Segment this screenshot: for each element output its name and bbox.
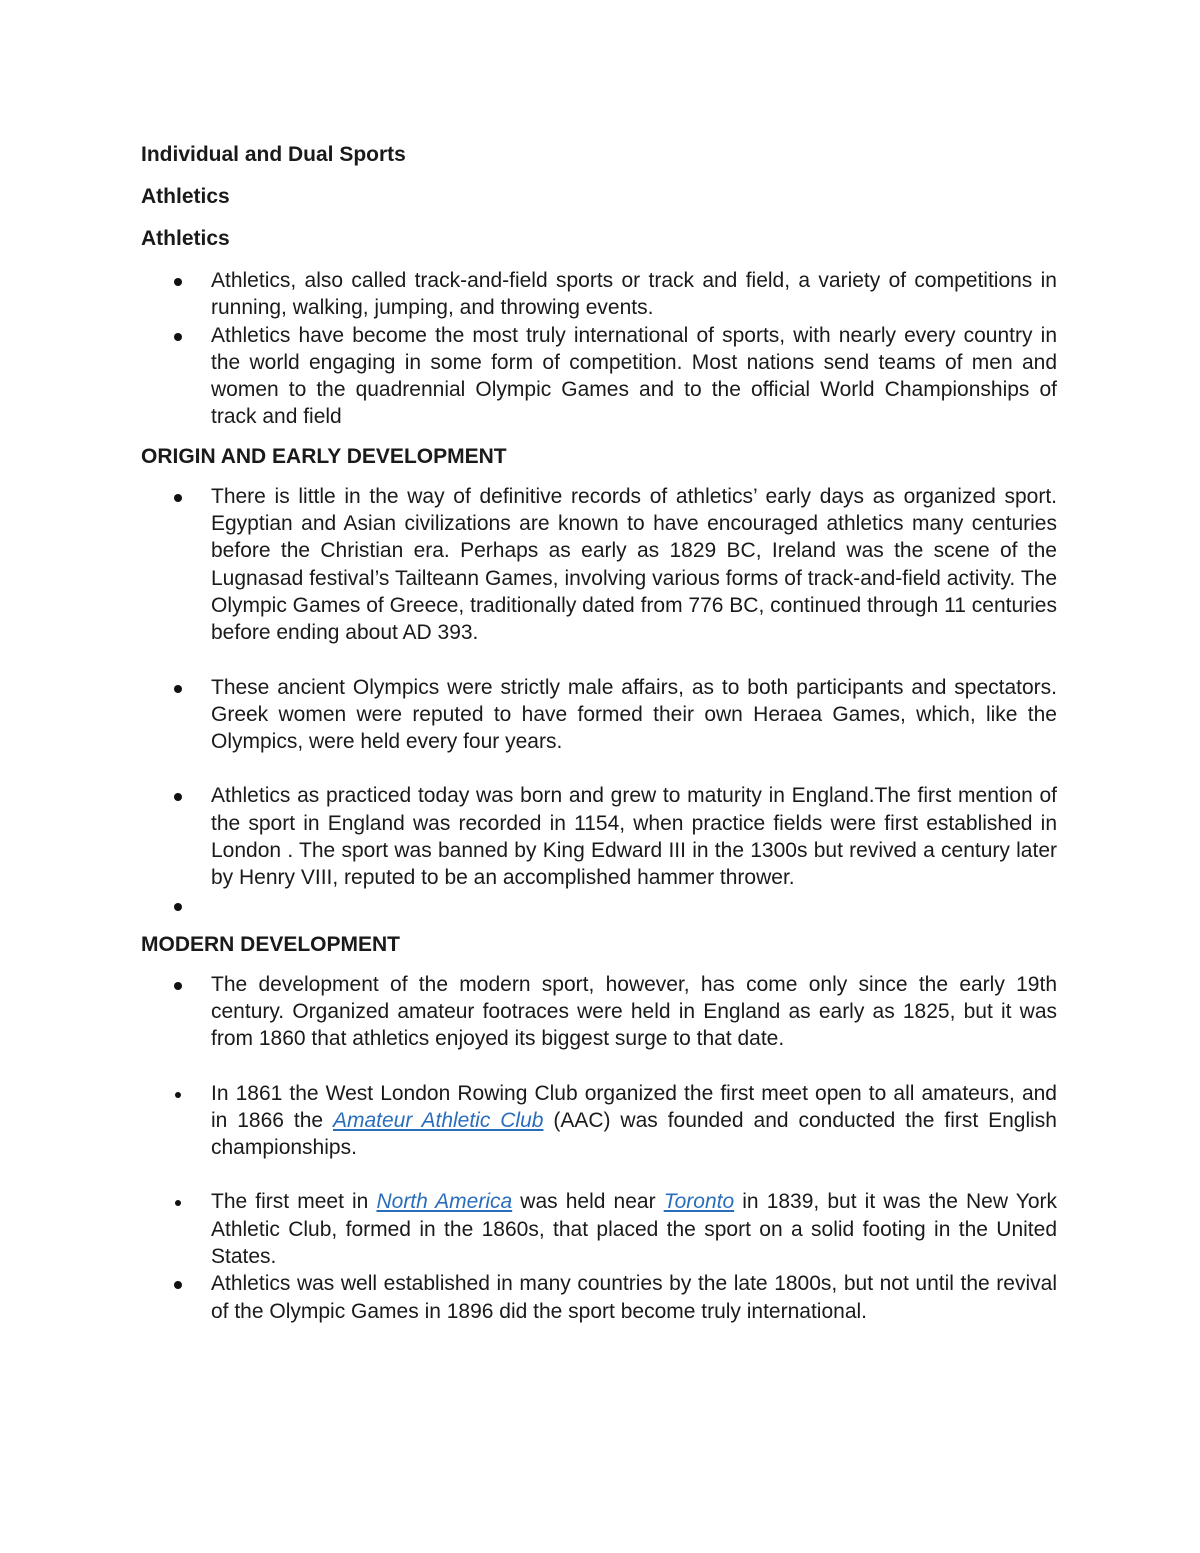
- modern-list: [141, 971, 1057, 1325]
- list-item: [141, 322, 1057, 431]
- list-item-text-middle: was held near: [512, 1190, 664, 1214]
- link-toronto[interactable]: Toronto: [663, 1190, 735, 1214]
- document-page: [141, 141, 1057, 1325]
- bullet-icon: [174, 685, 182, 693]
- list-item: [141, 971, 1057, 1053]
- bullet-icon: [175, 1092, 181, 1098]
- list-item-text-start: The first meet in: [211, 1190, 377, 1214]
- bullet-icon: [174, 278, 182, 286]
- heading-athletics: Athletics: [141, 185, 230, 208]
- list-item-text: Athletics was well established in many countries by the late 1800s, but not until the revival of the Olympic Games in 1896 did the sport become truly international.: [211, 1272, 1057, 1323]
- intro-list: [141, 267, 1057, 431]
- list-item-text-start: In 1861 the West London Rowing Club organized the first meet open to all amateurs, and in 1866 the: [211, 1081, 1057, 1132]
- list-item-text-end: in 1839, but it was the New York Athletic Club, formed in the 1860s, that placed the sport on a solid footing in the United States.: [211, 1190, 1057, 1269]
- document-title: Individual and Dual Sports: [141, 143, 406, 166]
- bullet-icon: [174, 793, 182, 801]
- bullet-icon: [174, 494, 182, 502]
- bullet-icon: [175, 1200, 181, 1206]
- list-item: [141, 1270, 1057, 1325]
- bullet-icon: [174, 333, 182, 341]
- bullet-icon: [174, 1281, 182, 1289]
- list-item: [141, 674, 1057, 756]
- list-item: [141, 483, 1057, 647]
- list-item-text: The development of the modern sport, however, has come only since the early 19th century. Organized amateur footraces were held in England as early as 1825, but it was from 1860 that athletics enjoyed its biggest surge to that date.: [211, 972, 1057, 1051]
- bullet-icon: [174, 903, 182, 911]
- section-heading-modern: MODERN DEVELOPMENT: [141, 932, 401, 956]
- subheading-athletics: Athletics: [141, 227, 230, 250]
- bullet-icon: [174, 982, 182, 990]
- origin-list: [141, 483, 1057, 919]
- list-item: [141, 1080, 1057, 1162]
- list-item: [141, 1188, 1057, 1270]
- list-item: [141, 267, 1057, 322]
- list-item-text: Athletics, also called track-and-field sports or track and field, a variety of competitions in running, walking, jumping, and throwing events.: [211, 269, 1057, 320]
- list-item: [141, 782, 1057, 891]
- list-item-text: Athletics have become the most truly international of sports, with nearly every country in the world engaging in some form of competition. Most nations send teams of men and women to the quadrennial Olympic Games and to the official World Championships of track and field: [211, 323, 1057, 429]
- list-item-text-end: (AAC) was founded and conducted the first English championships.: [211, 1108, 1057, 1160]
- list-item-text: There is little in the way of definitive records of athletics’ early days as organized sport. Egyptian and Asian civilizations are known to have encouraged athletics many centuries before the Christian era. Perhaps as early as 1829 BC, Ireland was the scene of the Lugnasad festival’s Tailteann Games, involving various forms of track-and-field activity. The Olympic Games of Greece, traditionally dated from 776 BC, continued through 11 centuries before ending about AD 393.: [211, 484, 1057, 645]
- list-item-empty: [141, 892, 1057, 919]
- link-north-america[interactable]: North America: [376, 1190, 513, 1214]
- list-item-text: Athletics as practiced today was born and grew to maturity in England.The first mention of the sport in England was recorded in 1154, when practice fields were first established in London . The sport was banned by King Edward III in the 1300s but revived a century later by Henry VIII, reputed to be an accomplished hammer thrower.: [211, 784, 1057, 890]
- link-amateur-athletic-club[interactable]: Amateur Athletic Club: [332, 1108, 544, 1132]
- list-item-text: These ancient Olympics were strictly male affairs, as to both participants and spectators. Greek women were reputed to have formed their own Heraea Games, which, like the Olympics, were held every four years.: [211, 675, 1057, 754]
- section-heading-origin: ORIGIN AND EARLY DEVELOPMENT: [141, 444, 507, 468]
